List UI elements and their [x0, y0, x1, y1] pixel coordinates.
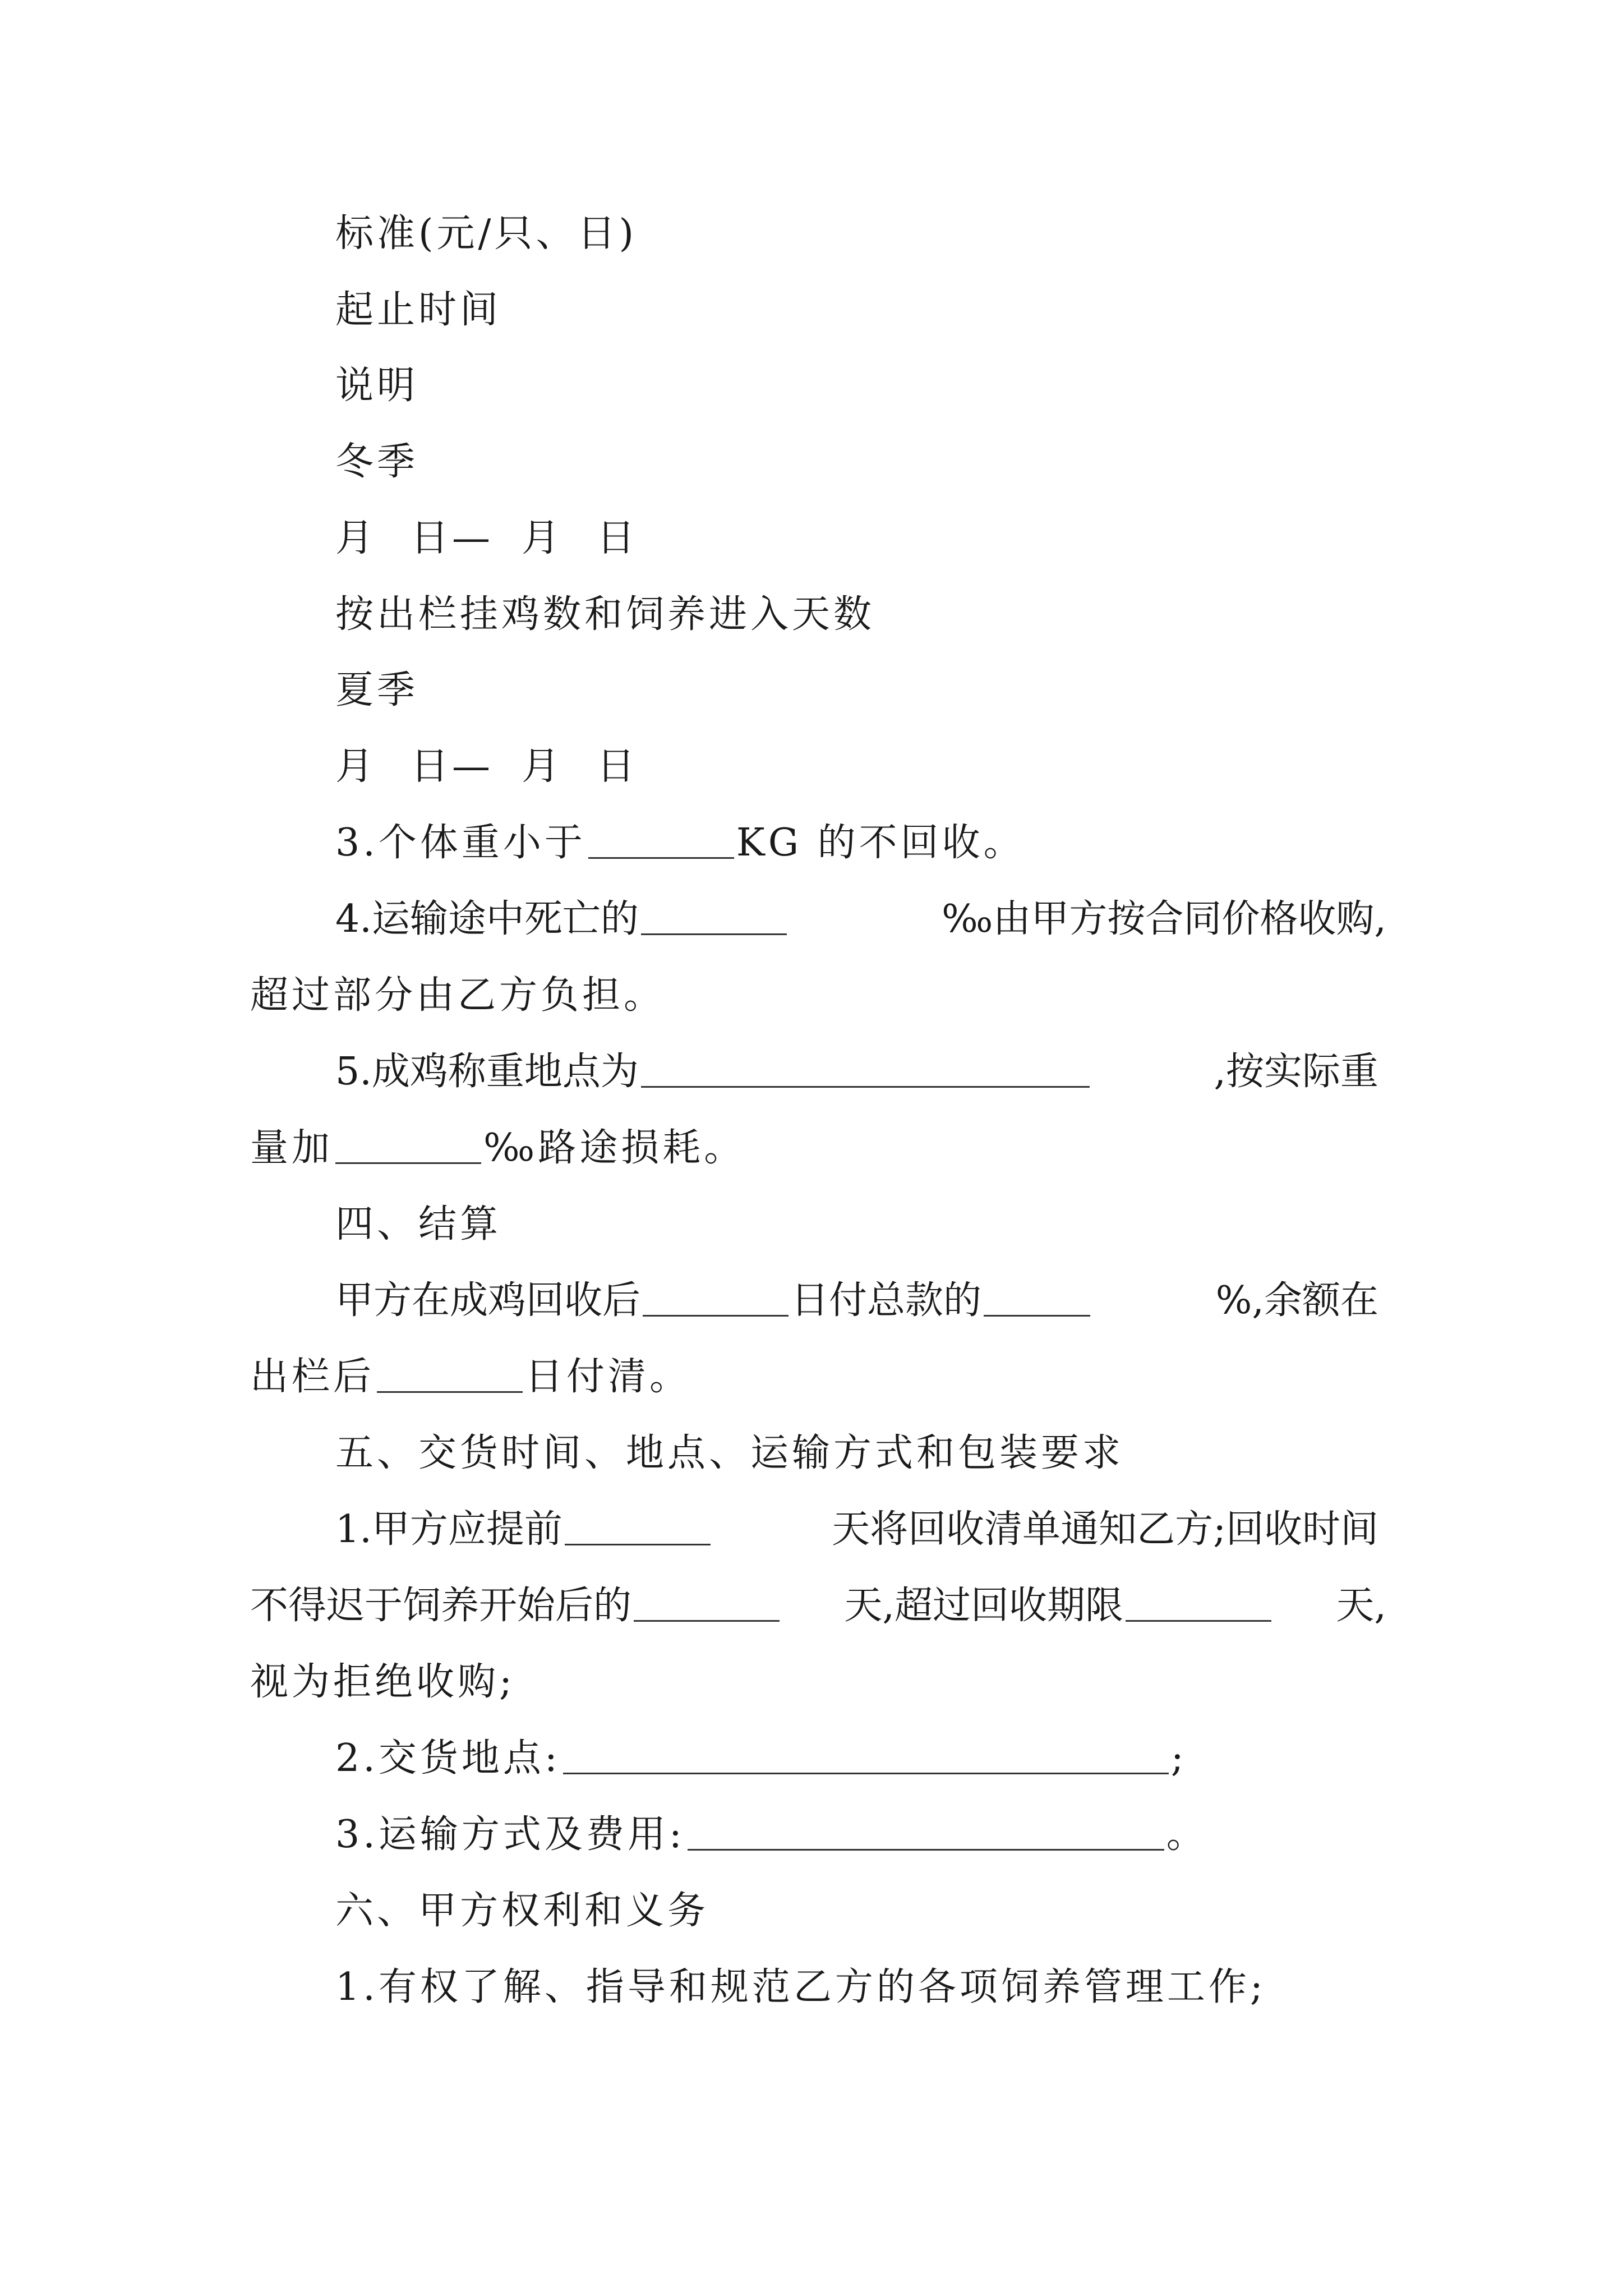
text-line: 说明: [335, 364, 419, 408]
clause-text: 日付总款的: [791, 1278, 982, 1323]
section-heading: 四、结算: [335, 1202, 502, 1246]
clause-text: 甲方在成鸡回收后: [335, 1278, 641, 1323]
text-line: 冬季: [335, 440, 419, 484]
fill-blank[interactable]: [588, 821, 734, 859]
fill-blank[interactable]: [984, 1279, 1090, 1317]
clause-text: ‰由甲方按合同价格收购,: [942, 897, 1386, 941]
clause-text: ‰路途损耗。: [483, 1126, 746, 1170]
month-label: 月: [522, 516, 564, 560]
text-line: 起止时间: [335, 288, 502, 332]
text-line: 标准(元/只、日): [335, 211, 637, 256]
clause-5-continued: [250, 1123, 745, 1174]
clause-text: 出栏后: [250, 1355, 375, 1399]
month-label: 月: [335, 516, 377, 560]
text-line: 超过部分由乙方负担。: [250, 973, 666, 1018]
clause-text: 4.运输途中死亡的: [335, 897, 639, 941]
settlement-continued: [250, 1352, 691, 1402]
clause-1-continued: [250, 1581, 1386, 1631]
clause-2-delivery-place: [335, 1733, 1187, 1784]
clause-4-transport: [335, 894, 1386, 945]
text-line: 按出栏挂鸡数和饲养进入天数: [335, 592, 875, 637]
month-label: 月: [335, 744, 377, 789]
clause-3-transport-mode: [335, 1810, 1208, 1860]
text-line: 1.有权了解、指导和规范乙方的各项饲养管理工作;: [335, 1965, 1266, 2009]
settlement-line: [335, 1276, 1378, 1326]
clause-1-notice: [335, 1504, 1378, 1555]
clause-text: 3.运输方式及费用:: [335, 1812, 685, 1857]
fill-blank[interactable]: [688, 1813, 1164, 1851]
date-range-line: [335, 742, 638, 792]
clause-text: 。: [1166, 1812, 1208, 1857]
text-line: 夏季: [335, 668, 419, 712]
date-range-line: [335, 513, 638, 564]
clause-text: 5.成鸡称重地点为: [335, 1050, 639, 1094]
clause-text: 不得迟于饲养开始后的: [250, 1584, 632, 1628]
fill-blank[interactable]: [565, 1508, 711, 1545]
day-label: 日—: [411, 744, 494, 789]
section-heading: 五、交货时间、地点、运输方式和包装要求: [335, 1431, 1124, 1475]
clause-text: 天,: [1336, 1584, 1386, 1628]
fill-blank[interactable]: [641, 1050, 1090, 1088]
fill-blank[interactable]: [643, 1279, 789, 1317]
fill-blank[interactable]: [377, 1355, 523, 1393]
clause-text: ,按实际重: [1214, 1050, 1378, 1094]
clause-text: 2.交货地点:: [335, 1736, 561, 1780]
month-label: 月: [522, 744, 564, 789]
clause-text: %,余额在: [1215, 1278, 1378, 1323]
fill-blank[interactable]: [634, 1584, 780, 1622]
clause-5-weighing: [335, 1047, 1378, 1097]
fill-blank[interactable]: [1126, 1584, 1271, 1622]
clause-3-weight: [335, 818, 1025, 868]
section-heading: 六、甲方权利和义务: [335, 1889, 709, 1933]
fill-blank[interactable]: [563, 1737, 1169, 1774]
day-label: 日—: [411, 516, 494, 560]
clause-text: KG 的不回收。: [736, 821, 1025, 865]
clause-text: 天将回收清单通知乙方;回收时间: [832, 1507, 1378, 1552]
clause-text: 3.个体重小于: [335, 821, 586, 865]
day-label: 日: [597, 516, 639, 560]
clause-text: 天,超过回收期限: [844, 1584, 1123, 1628]
clause-text: ;: [1170, 1736, 1187, 1780]
fill-blank[interactable]: [641, 898, 787, 935]
fill-blank[interactable]: [335, 1126, 481, 1164]
day-label: 日: [597, 744, 639, 789]
clause-text: 1.甲方应提前: [335, 1507, 562, 1552]
clause-text: 日付清。: [525, 1355, 691, 1399]
text-line: 视为拒绝收购;: [250, 1660, 515, 1704]
clause-text: 量加: [250, 1126, 334, 1170]
